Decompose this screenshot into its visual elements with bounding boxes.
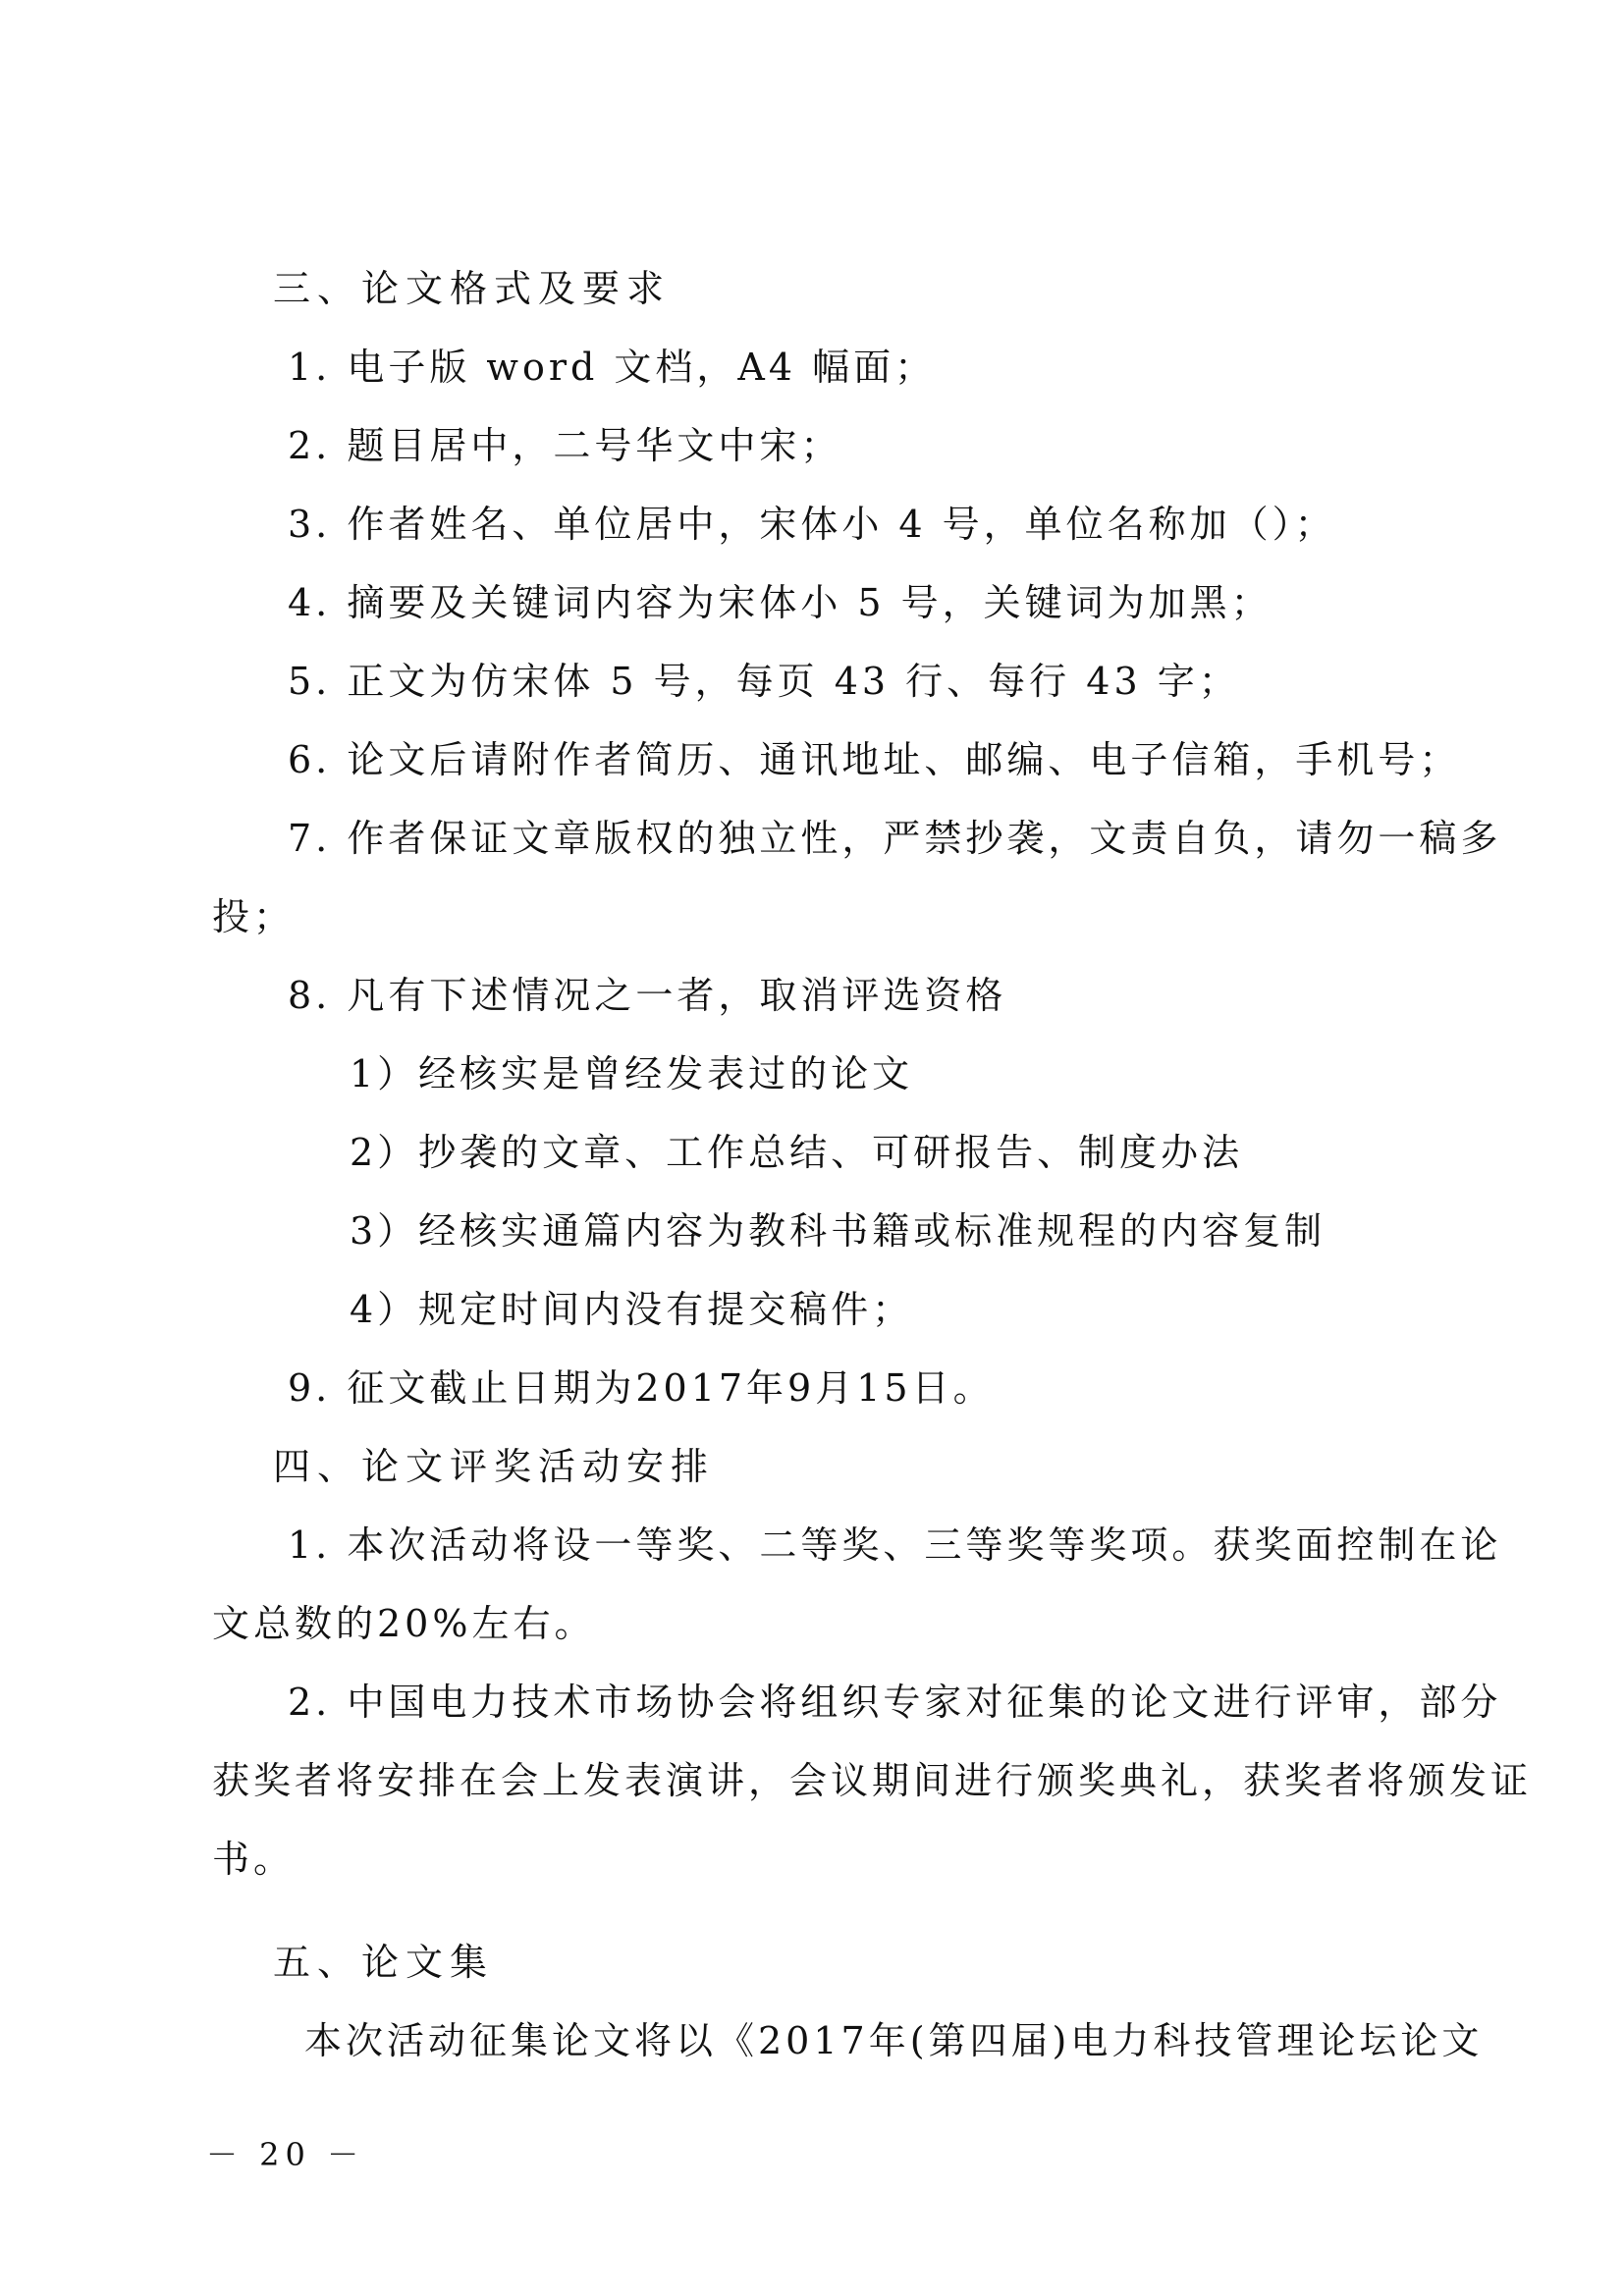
page-number: － 20 － bbox=[206, 2136, 365, 2173]
requirement-7: 7. 作者保证文章版权的独立性，严禁抄袭，文责自负，请勿一稿多 bbox=[288, 817, 1502, 860]
award-item-2-continuation: 获奖者将安排在会上发表演讲，会议期间进行颁奖典礼，获奖者将颁发证 bbox=[212, 1759, 1533, 1802]
award-item-2-end: 书。 bbox=[212, 1838, 296, 1881]
award-item-1: 1. 本次活动将设一等奖、二等奖、三等奖等奖项。获奖面控制在论 bbox=[288, 1523, 1502, 1567]
requirement-1: 1. 电子版 word 文档，A4 幅面； bbox=[288, 346, 937, 389]
requirement-4: 4. 摘要及关键词内容为宋体小 5 号，关键词为加黑； bbox=[288, 581, 1272, 624]
proceedings-paragraph: 本次活动征集论文将以《2017年(第四届)电力科技管理论坛论文 bbox=[304, 2019, 1484, 2062]
requirement-8: 8. 凡有下述情况之一者，取消评选资格 bbox=[288, 974, 1007, 1017]
award-item-2: 2. 中国电力技术市场协会将组织专家对征集的论文进行评审，部分 bbox=[288, 1681, 1502, 1724]
requirement-3: 3. 作者姓名、单位居中，宋体小 4 号，单位名称加（）； bbox=[288, 503, 1336, 546]
requirement-2: 2. 题目居中，二号华文中宋； bbox=[288, 424, 842, 467]
award-item-1-continuation: 文总数的20%左右。 bbox=[212, 1602, 596, 1645]
requirement-7-continuation: 投； bbox=[212, 895, 296, 938]
disqualification-2: 2）抄袭的文章、工作总结、可研报告、制度办法 bbox=[350, 1131, 1244, 1174]
disqualification-3: 3）经核实通篇内容为教科书籍或标准规程的内容复制 bbox=[350, 1209, 1326, 1253]
disqualification-4: 4）规定时间内没有提交稿件； bbox=[350, 1288, 914, 1331]
requirement-5: 5. 正文为仿宋体 5 号，每页 43 行、每行 43 字； bbox=[288, 660, 1240, 703]
section-heading-3: 三、论文格式及要求 bbox=[273, 267, 672, 310]
requirement-9: 9. 征文截止日期为2017年9月15日。 bbox=[288, 1366, 995, 1410]
disqualification-1: 1）经核实是曾经发表过的论文 bbox=[350, 1052, 914, 1095]
section-heading-4: 四、论文评奖活动安排 bbox=[273, 1445, 716, 1488]
requirement-6: 6. 论文后请附作者简历、通讯地址、邮编、电子信箱，手机号； bbox=[288, 738, 1461, 781]
section-heading-5: 五、论文集 bbox=[273, 1941, 495, 1984]
